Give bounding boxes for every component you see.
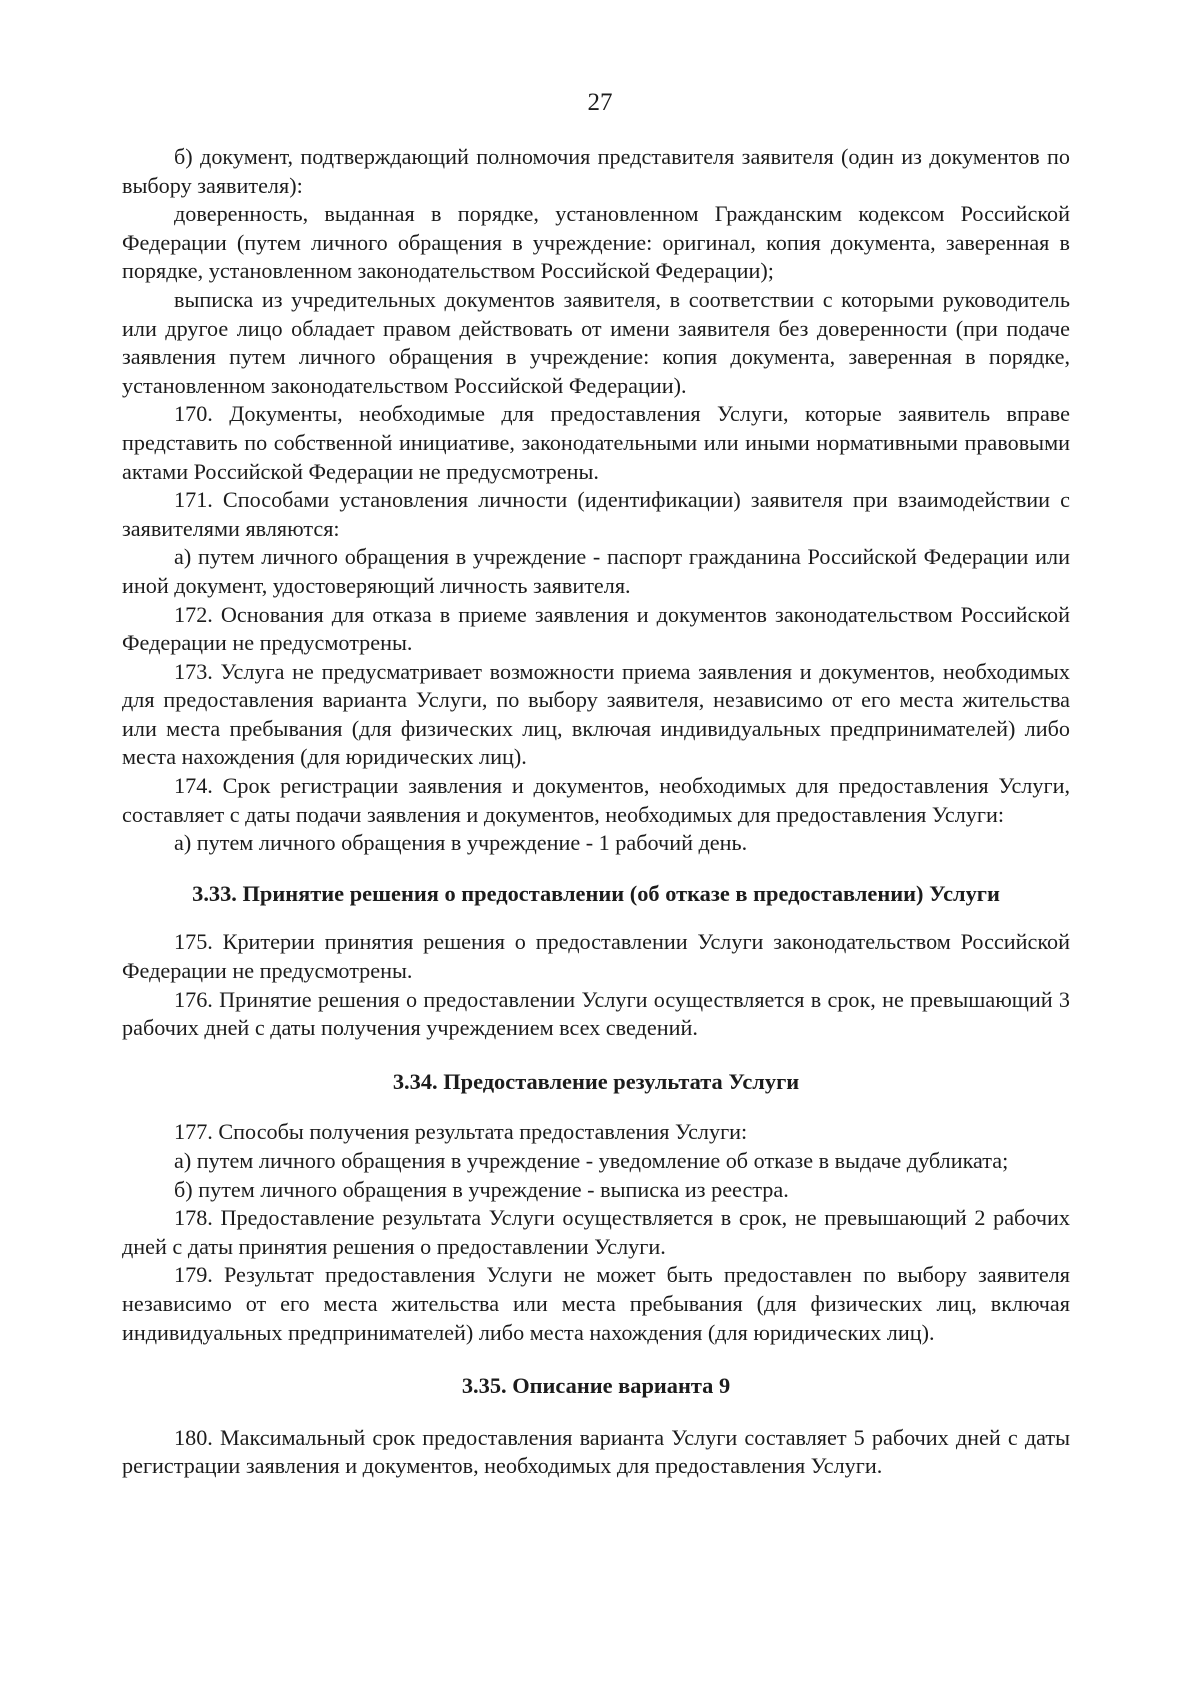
paragraph-founding-documents-extract: выписка из учредительных документов заявителя, в соответствии с которыми руководитель или другое лицо обладает правом действовать от имени заявителя без доверенности (при подаче заявления путем личного обращения в учреждение: копия документа, заверенная в порядке, установленном законодательством Российской Федерации). [122, 286, 1070, 398]
paragraph-177-a: а) путем личного обращения в учреждение - уведомление об отказе в выдаче дубликата; [174, 1148, 1009, 1173]
paragraph-180: 180. Максимальный срок предоставления варианта Услуги составляет 5 рабочих дней с даты регистрации заявления и документов, необходимых для предоставления Услуги. [122, 1424, 1070, 1479]
paragraph-178: 178. Предоставление результата Услуги осуществляется в срок, не превышающий 2 рабочих дней с даты принятия решения о предоставлении Услуги. [122, 1205, 1070, 1259]
paragraph-179: 179. Результат предоставления Услуги не может быть предоставлен по выбору заявителя независимо от его места жительства или места пребывания (для физических лиц, включая индивидуальных предпринимателей) либо места нахождения (для юридических лиц). [122, 1262, 1070, 1345]
paragraph-175: 175. Критерии принятия решения о предоставлении Услуги законодательством Российской Федерации не предусмотрены. [122, 929, 1070, 984]
paragraph-177-b: б) путем личного обращения в учреждение - выписка из реестра. [174, 1176, 789, 1202]
paragraph-174: 174. Срок регистрации заявления и документов, необходимых для предоставления Услуги, составляет с даты подачи заявления и документов, необходимых для предоставления Услуги: [122, 773, 1070, 827]
page-number: 27 [587, 89, 613, 116]
section-heading-3-33: 3.33. Принятие решения о предоставлении (об отказе в предоставлении) Услуги [192, 880, 1000, 906]
paragraph-171-a: а) путем личного обращения в учреждение - паспорт гражданина Российской Федерации или иной документ, удостоверяющий личность заявителя. [122, 544, 1070, 598]
paragraph-176: 176. Принятие решения о предоставлении Услуги осуществляется в срок, не превышающий 3 рабочих дней с даты получения учреждением всех сведений. [122, 986, 1070, 1041]
paragraph-170: 170. Документы, необходимые для предоставления Услуги, которые заявитель вправе представить по собственной инициативе, законодательными или иными нормативными правовыми актами Российской Федерации не предусмотрены. [122, 401, 1070, 484]
section-heading-3-35: 3.35. Описание варианта 9 [461, 1373, 731, 1399]
paragraph-171: 171. Способами установления личности (идентификации) заявителя при взаимодействии с заявителями являются: [122, 487, 1070, 541]
page-body [122, 143, 1070, 1481]
paragraph-177: 177. Способы получения результата предоставления Услуги: [174, 1119, 748, 1145]
section-heading-3-34: 3.34. Предоставление результата Услуги [392, 1068, 800, 1094]
paragraph-173: 173. Услуга не предусматривает возможности приема заявления и документов, необходимых для предоставления варианта Услуги, по выбору заявителя, независимо от его места жительства или места пребывания (для физических лиц, включая индивидуальных предпринимателей) либо места нахождения (для юридических лиц). [122, 658, 1070, 770]
paragraph-172: 172. Основания для отказа в приеме заявления и документов законодательством Российской Федерации не предусмотрены. [122, 601, 1070, 656]
paragraph-power-of-attorney: доверенность, выданная в порядке, установленном Гражданским кодексом Российской Федерации (путем личного обращения в учреждение: оригинал, копия документа, заверенная в порядке, установленном законодательством Российской Федерации); [122, 201, 1070, 284]
paragraph-174-a: а) путем личного обращения в учреждение - 1 рабочий день. [174, 830, 748, 856]
paragraph-representative-document: б) документ, подтверждающий полномочия представителя заявителя (один из документов по выбору заявителя): [122, 144, 1070, 198]
